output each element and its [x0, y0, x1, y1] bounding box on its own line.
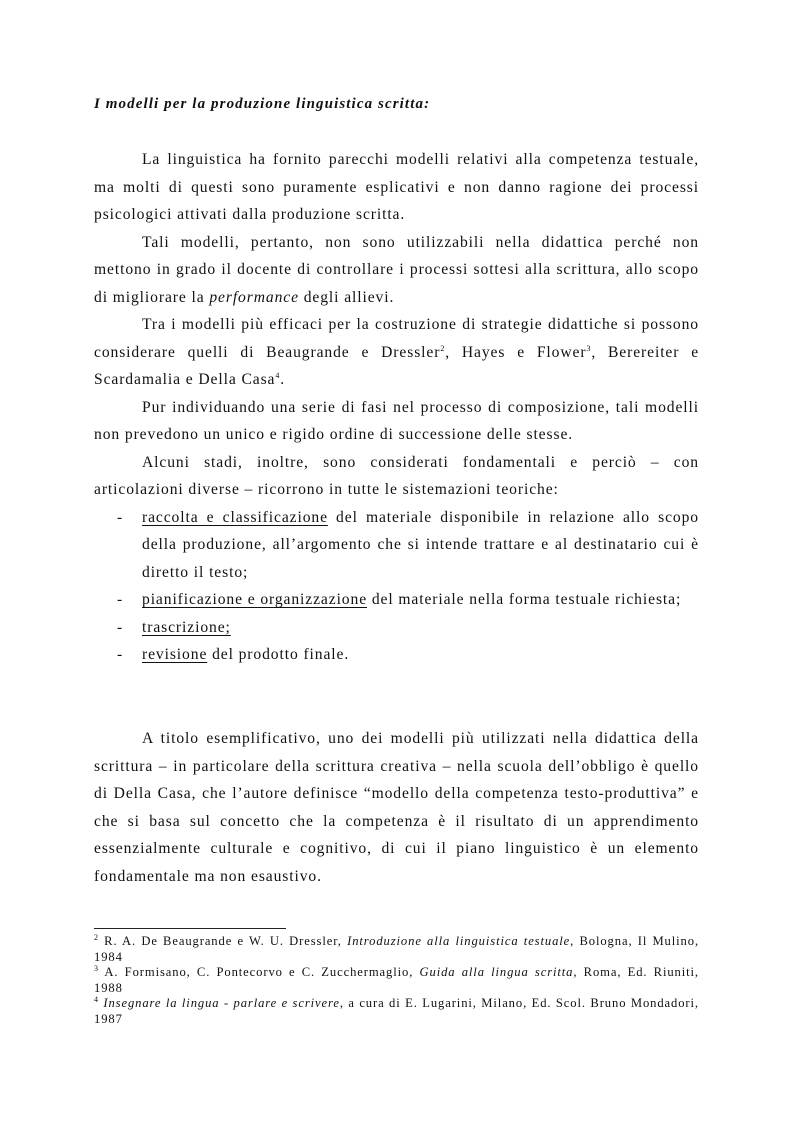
- footnote-ref-4: 4: [275, 371, 281, 380]
- footnote-ref-3: 3: [586, 343, 592, 353]
- list-item-term: revisione: [142, 646, 208, 663]
- composition-stages-list: [94, 504, 699, 669]
- footnote-4: [94, 996, 699, 1027]
- list-item-term: raccolta e classificazione: [142, 508, 328, 526]
- body-block-example: [94, 725, 699, 890]
- paragraph-3-text-d: .: [280, 371, 286, 388]
- paragraph-4: [94, 394, 699, 449]
- paragraph-2: [94, 229, 699, 312]
- list-item: [94, 641, 699, 669]
- list-bullet: -: [117, 646, 124, 663]
- footnote-number: 4: [94, 995, 99, 1005]
- paragraph-1-text: La linguistica ha fornito parecchi modelli relativi alla competenza testuale, ma molti di questi sono puramente esplicativi e non danno ragione dei processi psicologici attivati dalla produzione scritta.: [94, 151, 699, 223]
- list-item: [94, 614, 699, 642]
- footnote-number: 2: [94, 933, 99, 942]
- list-item-term: trascrizione;: [142, 618, 231, 636]
- list-item: [94, 586, 699, 614]
- list-item: [94, 504, 699, 587]
- paragraph-5: [94, 449, 699, 504]
- paragraph-6-text: A titolo esemplificativo, uno dei modelli più utilizzati nella didattica della scrittura – in particolare della scrittura creativa – nella scuola dell’obbligo è quello di Della Casa, che l’autore definisce “modello della competenza testo-produttiva” e che si basa sul concetto che la competenza è il risultato di un apprendimento essenzialmente culturale e cognitivo, di cui il piano linguistico è un elemento fondamentale ma non esaustivo.: [94, 730, 699, 885]
- paragraph-1: [94, 146, 699, 229]
- list-bullet: -: [117, 508, 124, 526]
- footnote-2: [94, 934, 699, 965]
- paragraph-6: [94, 725, 699, 890]
- footnote-text: , Roma, Ed. Riuniti, 1988: [94, 965, 699, 995]
- paragraph-4-text: Pur individuando una serie di fasi nel processo di composizione, tali modelli non prevedono un unico e rigido ordine di successione delle stesse.: [94, 398, 699, 443]
- list-item-term: pianificazione e organizzazione: [142, 591, 368, 608]
- paragraph-3-text-b: , Hayes e Flower: [445, 343, 587, 361]
- paragraph-3: [94, 311, 699, 394]
- paragraph-2-text-a: Tali modelli, pertanto, non sono utilizzabili nella didattica perché non mettono in grado il docente di controllare i processi sottesi alla scrittura, allo scopo di migliorare la: [94, 233, 699, 306]
- footnote-title: Introduzione alla linguistica testuale: [347, 934, 571, 948]
- list-item-text: del materiale nella forma testuale richiesta;: [367, 591, 682, 608]
- footnote-text: R. A. De Beaugrande e W. U. Dressler,: [98, 934, 348, 948]
- footnotes: [94, 934, 699, 1028]
- footnote-ref-2: 2: [440, 343, 446, 353]
- paragraph-3-text-a: Tra i modelli più efficaci per la costruzione di strategie didattiche si possono considerare quelli di Beaugrande e Dressler: [94, 316, 699, 361]
- footnote-number: 3: [94, 964, 99, 974]
- paragraph-5-text: Alcuni stadi, inoltre, sono considerati fondamentali e perciò – con articolazioni diverse – ricorrono in tutte le sistemazioni teoriche:: [94, 453, 699, 498]
- paragraph-3-text-c: , Berereiter e Scardamalia e Della Casa: [94, 343, 700, 388]
- list-item-text: del prodotto finale.: [207, 646, 350, 663]
- performance-emphasis: performance: [209, 288, 299, 306]
- footnote-separator: [94, 928, 286, 929]
- footnote-text: , Bologna, Il Mulino, 1984: [94, 934, 699, 964]
- footnote-text: , a cura di E. Lugarini, Milano, Ed. Scol. Bruno Mondadori, 1987: [94, 996, 699, 1026]
- footnote-3: [94, 965, 699, 996]
- paragraph-2-text-b: degli allievi.: [298, 288, 395, 306]
- footnote-title: Guida alla lingua scritta: [419, 965, 574, 980]
- body-block-main: [94, 146, 699, 669]
- footnote-title: Insegnare la lingua - parlare e scrivere: [103, 996, 340, 1011]
- list-item-text: del materiale disponibile in relazione allo scopo della produzione, all’argomento che si intende trattare e al destinatario cui è diretto il testo;: [142, 508, 699, 581]
- footnote-text: A. Formisano, C. Pontecorvo e C. Zucchermaglio,: [98, 965, 420, 980]
- list-bullet: -: [117, 618, 124, 636]
- list-bullet: -: [117, 591, 124, 608]
- section-heading: I modelli per la produzione linguistica scritta:: [94, 96, 431, 112]
